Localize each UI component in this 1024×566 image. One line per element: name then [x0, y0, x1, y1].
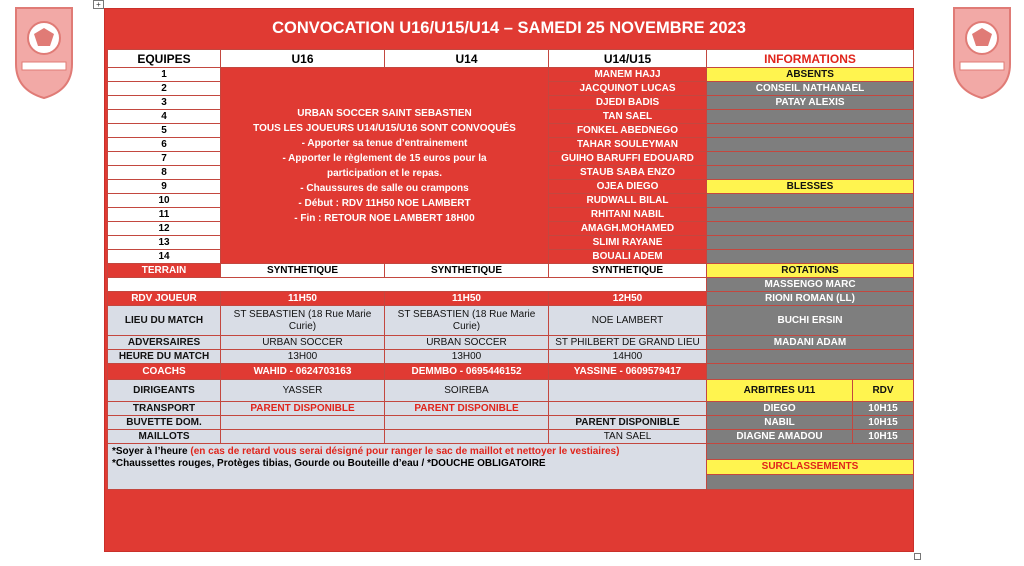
- dirigeant-u14u15: [549, 380, 707, 402]
- dirigeant-u16: YASSER: [221, 380, 385, 402]
- buvette-label: BUVETTE DOM.: [108, 416, 221, 430]
- player-name: RUDWALL BILAL: [549, 194, 707, 208]
- row-number: 14: [108, 250, 221, 264]
- adversaires-u14u15: ST PHILBERT DE GRAND LIEU: [549, 336, 707, 350]
- coachs-label: COACHS: [108, 364, 221, 380]
- player-name: DJEDI BADIS: [549, 96, 707, 110]
- instruction-line: URBAN SOCCER SAINT SEBASTIEN: [297, 107, 472, 119]
- table-move-handle-icon[interactable]: +: [93, 0, 104, 9]
- info-blesses-header: BLESSES: [707, 180, 914, 194]
- heure-label: HEURE DU MATCH: [108, 350, 221, 364]
- lieu-u14u15: NOE LAMBERT: [549, 306, 707, 336]
- row-number: 5: [108, 124, 221, 138]
- terrain-u14u15: SYNTHETIQUE: [549, 264, 707, 278]
- table-resize-handle-icon[interactable]: [914, 553, 921, 560]
- coach-u16: WAHID - 0624703163: [221, 364, 385, 380]
- info-cell: [707, 222, 914, 236]
- arbitre-name: NABIL: [707, 416, 853, 430]
- transport-u16: PARENT DISPONIBLE: [221, 402, 385, 416]
- buvette-u16: [221, 416, 385, 430]
- heure-u16: 13H00: [221, 350, 385, 364]
- info-cell: CONSEIL NATHANAEL: [707, 82, 914, 96]
- info-cell: [707, 194, 914, 208]
- rotation-item: MASSENGO MARC: [707, 278, 914, 292]
- u16-u14-instructions: [221, 68, 549, 264]
- blank-row: [108, 278, 707, 292]
- instruction-line: - Apporter sa tenue d’entrainement: [301, 137, 468, 149]
- page-title: CONVOCATION U16/U15/U14 – SAMEDI 25 NOVEMBRE 2023: [272, 19, 746, 37]
- maillots-u14: [385, 430, 549, 444]
- rotation-item: MADANI ADAM: [707, 336, 914, 350]
- instruction-line: - Apporter le règlement de 15 euros pour la: [282, 152, 487, 164]
- terrain-u16: SYNTHETIQUE: [221, 264, 385, 278]
- coach-u14: DEMMBO - 0695446152: [385, 364, 549, 380]
- dirigeant-u14: SOIREBA: [385, 380, 549, 402]
- info-cell: [707, 152, 914, 166]
- arbitres-rdv-header: RDV: [853, 380, 914, 402]
- buvette-u14u15: PARENT DISPONIBLE: [549, 416, 707, 430]
- player-name: TAHAR SOULEYMAN: [549, 138, 707, 152]
- instruction-line: - Fin : RETOUR NOE LAMBERT 18H00: [294, 212, 475, 224]
- maillots-u16: [221, 430, 385, 444]
- maillots-label: MAILLOTS: [108, 430, 221, 444]
- info-cell: [707, 138, 914, 152]
- info-cell: [707, 364, 914, 380]
- info-cell: [707, 236, 914, 250]
- info-cell: [707, 166, 914, 180]
- player-name: TAN SAEL: [549, 110, 707, 124]
- transport-label: TRANSPORT: [108, 402, 221, 416]
- club-logo-left-icon: [12, 4, 76, 100]
- header-u16: U16: [221, 50, 385, 68]
- surclassements-header: SURCLASSEMENTS: [707, 460, 914, 475]
- row-number: 3: [108, 96, 221, 110]
- arbitre-time: 10H15: [853, 416, 914, 430]
- adversaires-u14: URBAN SOCCER: [385, 336, 549, 350]
- club-logo-right-icon: [950, 4, 1014, 100]
- header-u14: U14: [385, 50, 549, 68]
- adversaires-u16: URBAN SOCCER: [221, 336, 385, 350]
- player-name: AMAGH.MOHAMED: [549, 222, 707, 236]
- lieu-u14: ST SEBASTIEN (18 Rue Marie Curie): [385, 306, 549, 336]
- terrain-u14: SYNTHETIQUE: [385, 264, 549, 278]
- rotations-header: ROTATIONS: [707, 264, 914, 278]
- row-number: 6: [108, 138, 221, 152]
- arbitres-header: ARBITRES U11: [707, 380, 853, 402]
- info-cell: [707, 475, 914, 490]
- arbitre-time: 10H15: [853, 430, 914, 444]
- instruction-line: - Début : RDV 11H50 NOE LAMBERT: [298, 197, 471, 209]
- rdv-u16: 11H50: [221, 292, 385, 306]
- info-cell: [707, 124, 914, 138]
- rdv-u14u15: 12H50: [549, 292, 707, 306]
- notes-line1-start: *Soyer à l’heure: [112, 446, 191, 457]
- info-cell: PATAY ALEXIS: [707, 96, 914, 110]
- rotation-item: RIONI ROMAN (LL): [707, 292, 914, 306]
- buvette-u14: [385, 416, 549, 430]
- player-name: OJEA DIEGO: [549, 180, 707, 194]
- rdv-label: RDV JOUEUR: [108, 292, 221, 306]
- header-u14u15: U14/U15: [549, 50, 707, 68]
- maillots-u14u15: TAN SAEL: [549, 430, 707, 444]
- terrain-label: TERRAIN: [108, 264, 221, 278]
- notes-line1-red: (en cas de retard vous serai désigné pour ranger le sac de maillot et nettoyer le vestiaires): [190, 446, 620, 457]
- info-cell: [707, 110, 914, 124]
- row-number: 4: [108, 110, 221, 124]
- player-name: FONKEL ABEDNEGO: [549, 124, 707, 138]
- arbitre-name: DIAGNE AMADOU: [707, 430, 853, 444]
- coach-u14u15: YASSINE - 0609579417: [549, 364, 707, 380]
- rotation-item: BUCHI ERSIN: [707, 306, 914, 336]
- heure-u14: 13H00: [385, 350, 549, 364]
- row-number: 12: [108, 222, 221, 236]
- player-name: STAUB SABA ENZO: [549, 166, 707, 180]
- header-equipes: EQUIPES: [108, 50, 221, 68]
- player-name: SLIMI RAYANE: [549, 236, 707, 250]
- row-number: 1: [108, 68, 221, 82]
- arbitre-time: 10H15: [853, 402, 914, 416]
- notes-line2: *Chaussettes rouges, Protèges tibias, Gourde ou Bouteille d’eau / *DOUCHE OBLIGATOIRE: [112, 458, 546, 469]
- transport-u14: PARENT DISPONIBLE: [385, 402, 549, 416]
- row-number: 10: [108, 194, 221, 208]
- info-absents-header: ABSENTS: [707, 68, 914, 82]
- row-number: 13: [108, 236, 221, 250]
- info-cell: [707, 208, 914, 222]
- arbitre-name: DIEGO: [707, 402, 853, 416]
- info-cell: [707, 444, 914, 460]
- player-name: BOUALI ADEM: [549, 250, 707, 264]
- adversaires-label: ADVERSAIRES: [108, 336, 221, 350]
- row-number: 11: [108, 208, 221, 222]
- info-cell: [707, 350, 914, 364]
- player-name: JACQUINOT LUCAS: [549, 82, 707, 96]
- player-name: MANEM HAJJ: [549, 68, 707, 82]
- player-name: RHITANI NABIL: [549, 208, 707, 222]
- row-number: 8: [108, 166, 221, 180]
- dirigeants-label: DIRIGEANTS: [108, 380, 221, 402]
- heure-u14u15: 14H00: [549, 350, 707, 364]
- transport-u14u15: [549, 402, 707, 416]
- lieu-u16: ST SEBASTIEN (18 Rue Marie Curie): [221, 306, 385, 336]
- rdv-u14: 11H50: [385, 292, 549, 306]
- player-name: GUIHO BARUFFI EDOUARD: [549, 152, 707, 166]
- lieu-label: LIEU DU MATCH: [108, 306, 221, 336]
- row-number: 9: [108, 180, 221, 194]
- instruction-line: participation et le repas.: [326, 167, 443, 179]
- convocation-table: [107, 49, 914, 490]
- notes-block: [108, 444, 707, 490]
- info-cell: [707, 250, 914, 264]
- instruction-line: TOUS LES JOUEURS U14/U15/U16 SONT CONVOQUÉS: [253, 122, 516, 134]
- header-informations: INFORMATIONS: [707, 50, 914, 68]
- row-number: 2: [108, 82, 221, 96]
- instruction-line: - Chaussures de salle ou crampons: [300, 182, 469, 194]
- row-number: 7: [108, 152, 221, 166]
